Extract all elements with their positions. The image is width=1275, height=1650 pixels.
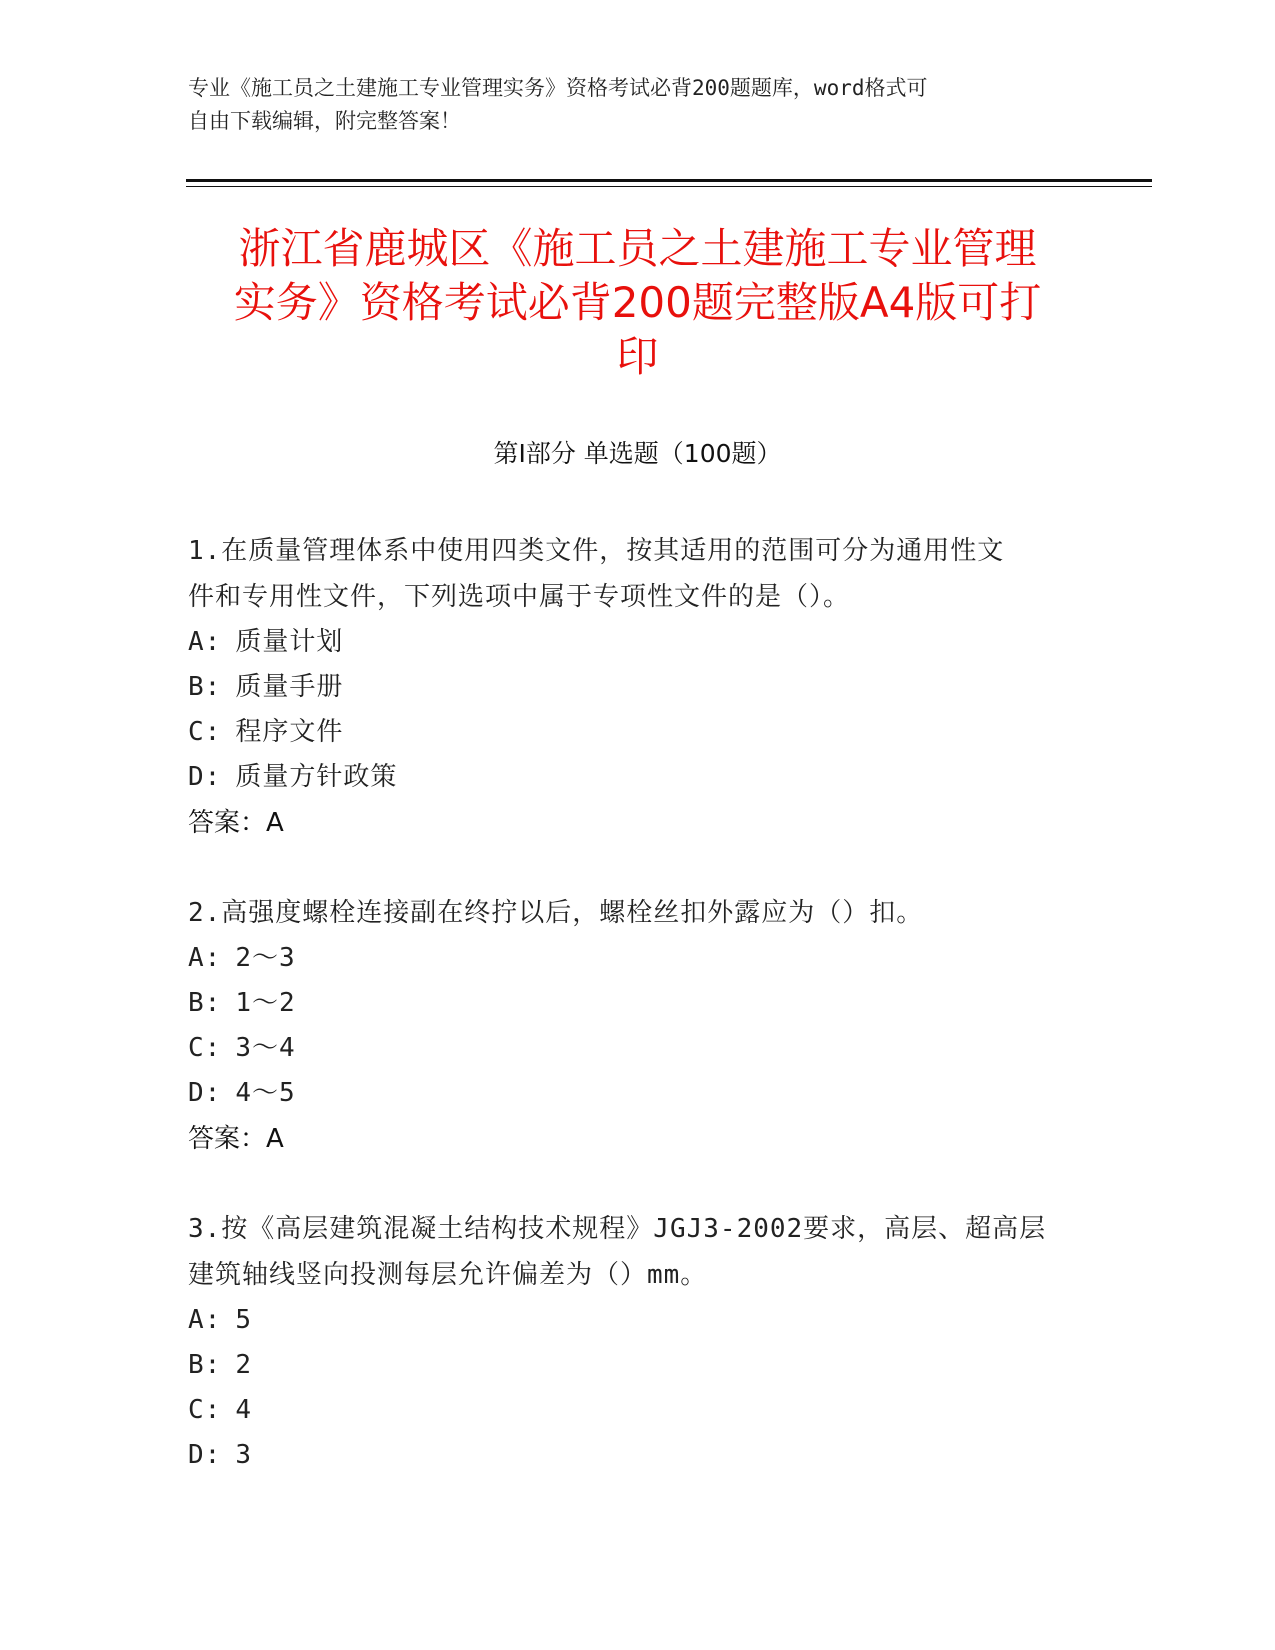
section-title: 第Ⅰ部分 单选题（100题） — [493, 439, 782, 468]
option-d — [188, 1071, 1088, 1116]
option-key: D: — [188, 1440, 222, 1470]
title-line-3: 印 — [616, 332, 659, 381]
answer-label: 答案：A — [188, 1124, 284, 1154]
option-d — [188, 755, 1088, 800]
option-key: D: — [188, 1078, 222, 1108]
question-stem — [188, 1206, 1088, 1298]
stem-line: 2.高强度螺栓连接副在终拧以后，螺栓丝扣外露应为（）扣。 — [188, 898, 924, 928]
option-a — [188, 936, 1088, 981]
answer-label: 答案：A — [188, 808, 284, 838]
option-text: 质量方针政策 — [235, 762, 398, 792]
stem-line: 建筑轴线竖向投测每层允许偏差为（）mm。 — [188, 1260, 708, 1290]
option-key: B: — [188, 988, 222, 1018]
option-text: 3 — [235, 1440, 252, 1470]
option-text: 4～5 — [235, 1078, 296, 1108]
option-text: 程序文件 — [235, 717, 344, 747]
option-key: B: — [188, 1350, 222, 1380]
option-text: 质量计划 — [235, 627, 344, 657]
question-3 — [188, 1206, 1088, 1478]
option-d — [188, 1433, 1088, 1478]
question-stem — [188, 890, 1088, 936]
option-b — [188, 665, 1088, 710]
option-key: C: — [188, 717, 222, 747]
stem-line: 件和专用性文件，下列选项中属于专项性文件的是（）。 — [188, 582, 851, 612]
option-key: A: — [188, 943, 222, 973]
option-c — [188, 710, 1088, 755]
title-line-2: 实务》资格考试必背200题完整版A4版可打 — [233, 278, 1042, 327]
document-title — [160, 222, 1115, 384]
option-c — [188, 1026, 1088, 1071]
option-text: 2～3 — [235, 943, 296, 973]
option-c — [188, 1388, 1088, 1433]
option-key: D: — [188, 762, 222, 792]
question-2 — [188, 890, 1088, 1162]
document-header-note — [188, 72, 1068, 138]
option-text: 5 — [235, 1305, 252, 1335]
question-1 — [188, 528, 1088, 846]
option-key: A: — [188, 627, 222, 657]
option-key: B: — [188, 672, 222, 702]
option-text: 4 — [235, 1395, 252, 1425]
header-line-1: 专业《施工员之土建施工专业管理实务》资格考试必背200题题库，word格式可 — [188, 76, 928, 100]
option-key: C: — [188, 1033, 222, 1063]
option-text: 质量手册 — [235, 672, 344, 702]
option-a — [188, 1298, 1088, 1343]
header-divider-thick — [186, 179, 1152, 182]
option-key: A: — [188, 1305, 222, 1335]
question-list — [188, 528, 1088, 1522]
option-b — [188, 981, 1088, 1026]
stem-line: 1.在质量管理体系中使用四类文件，按其适用的范围可分为通用性文 — [188, 536, 1005, 566]
option-b — [188, 1343, 1088, 1388]
header-divider-thin — [186, 186, 1152, 187]
option-a — [188, 620, 1088, 665]
option-key: C: — [188, 1395, 222, 1425]
option-text: 3～4 — [235, 1033, 296, 1063]
question-stem — [188, 528, 1088, 620]
title-line-1: 浙江省鹿城区《施工员之土建施工专业管理 — [238, 224, 1037, 273]
option-text: 1～2 — [235, 988, 296, 1018]
stem-line: 3.按《高层建筑混凝土结构技术规程》JGJ3-2002要求，高层、超高层 — [188, 1214, 1047, 1244]
header-line-2: 自由下载编辑，附完整答案！ — [188, 109, 461, 133]
option-text: 2 — [235, 1350, 252, 1380]
